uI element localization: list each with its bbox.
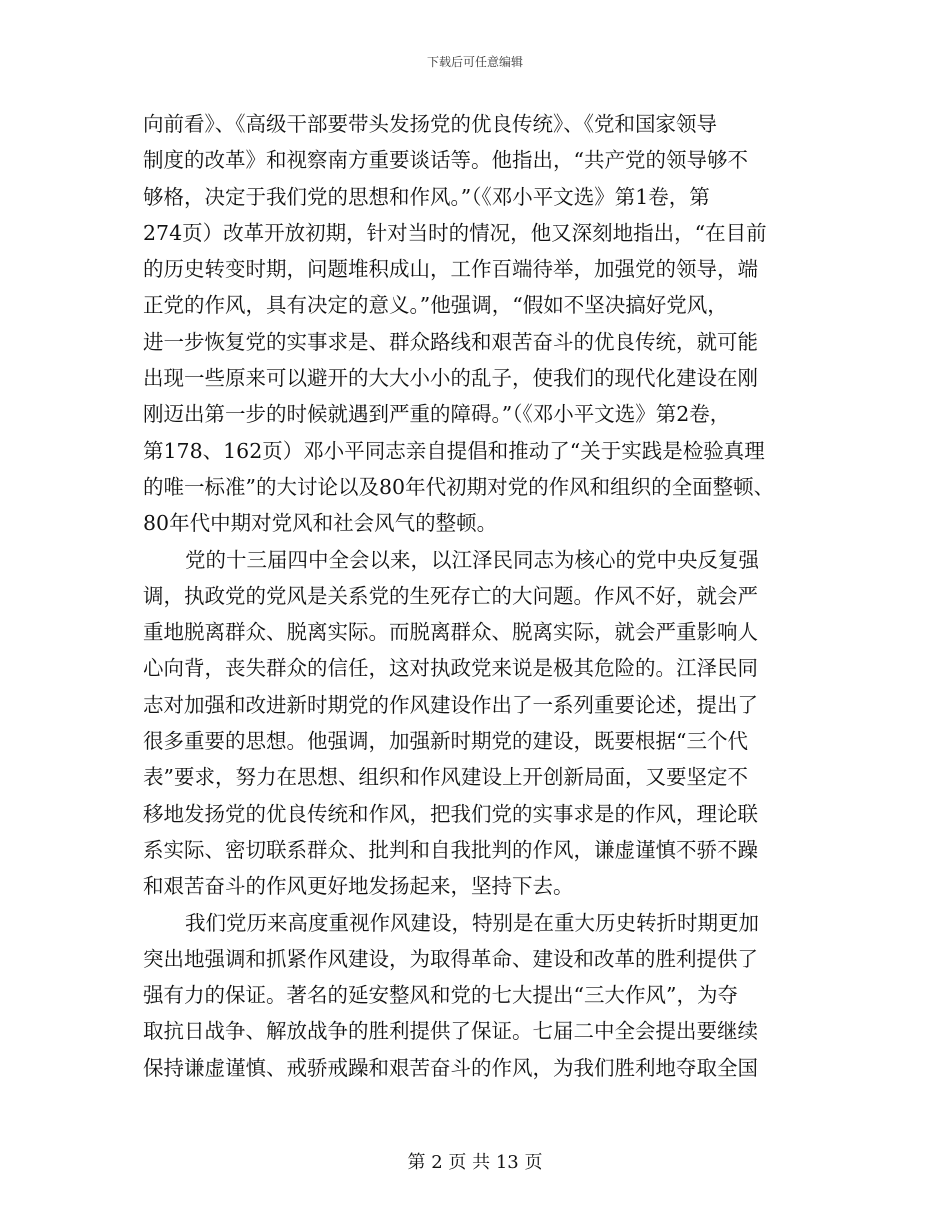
text-line: 的唯一标准”的大讨论以及80年代初期对党的作风和组织的全面整顿、 (143, 474, 775, 499)
text-line: 心向背，丧失群众的信任，这对执政党来说是极其危险的。江泽民同 (143, 656, 758, 681)
text-line: 制度的改革》和视察南方重要谈话等。他指出，“共产党的领导够不 (143, 148, 748, 173)
text-line: 正党的作风，具有决定的意义。”他强调，“假如不坚决搞好党风， (143, 293, 728, 318)
text-line: 进一步恢复党的实事求是、群众路线和艰苦奋斗的优良传统，就可能 (143, 329, 758, 354)
text-line: 够格，决定于我们党的思想和作风。”（《邓小平文选》第1卷，第 (143, 184, 710, 209)
text-line: 移地发扬党的优良传统和作风，把我们党的实事求是的作风，理论联 (143, 801, 758, 826)
page-footer: 第 2 页 共 13 页 (407, 1152, 543, 1173)
text-line: 强有力的保证。著名的延安整风和党的七大提出“三大作风”，为夺 (143, 983, 738, 1008)
text-line: 刚迈出第一步的时候就遇到严重的障碍。”（《邓小平文选》第2卷， (143, 402, 731, 427)
body-text (143, 106, 808, 1086)
text-line: 80年代中期对党风和社会风气的整顿。 (143, 511, 498, 536)
page-header: 下载后可任意编辑 (426, 55, 523, 69)
text-line: 很多重要的思想。他强调，加强新时期党的建设，既要根据“三个代 (143, 729, 748, 754)
text-line: 重地脱离群众、脱离实际。而脱离群众、脱离实际，就会严重影响人 (143, 620, 758, 645)
text-line: 和艰苦奋斗的作风更好地发扬起来，坚持下去。 (143, 874, 574, 899)
text-line: 突出地强调和抓紧作风建设，为取得革命、建设和改革的胜利提供了 (143, 946, 758, 971)
paragraph-first-line: 党的十三届四中全会以来，以江泽民同志为核心的党中央反复强 (185, 547, 759, 572)
text-line: 第178、162页）邓小平同志亲自提倡和推动了“关于实践是检验真理 (143, 438, 765, 463)
text-line: 系实际、密切联系群众、批判和自我批判的作风，谦虚谨慎不骄不躁 (143, 837, 758, 862)
text-line: 志对加强和改进新时期党的作风建设作出了一系列重要论述，提出了 (143, 692, 758, 717)
paragraph-first-line: 我们党历来高度重视作风建设，特别是在重大历史转折时期更加 (185, 910, 759, 935)
text-line: 向前看》、《高级干部要带头发扬党的优良传统》、《党和国家领导 (143, 112, 717, 136)
text-line: 的历史转变时期，问题堆积成山，工作百端待举，加强党的领导，端 (143, 257, 758, 282)
text-line: 表”要求，努力在思想、组织和作风建设上开创新局面，又要坚定不 (143, 765, 748, 790)
text-line: 出现一些原来可以避开的大大小小的乱子，使我们的现代化建设在刚 (143, 366, 758, 391)
text-line: 取抗日战争、解放战争的胜利提供了保证。七届二中全会提出要继续 (143, 1019, 758, 1044)
text-line: 调，执政党的党风是关系党的生死存亡的大问题。作风不好，就会严 (143, 583, 758, 608)
text-line: 274页）改革开放初期，针对当时的情况，他又深刻地指出，“在目前 (143, 220, 767, 245)
text-line: 保持谦虚谨慎、戒骄戒躁和艰苦奋斗的作风，为我们胜利地夺取全国 (143, 1055, 758, 1080)
